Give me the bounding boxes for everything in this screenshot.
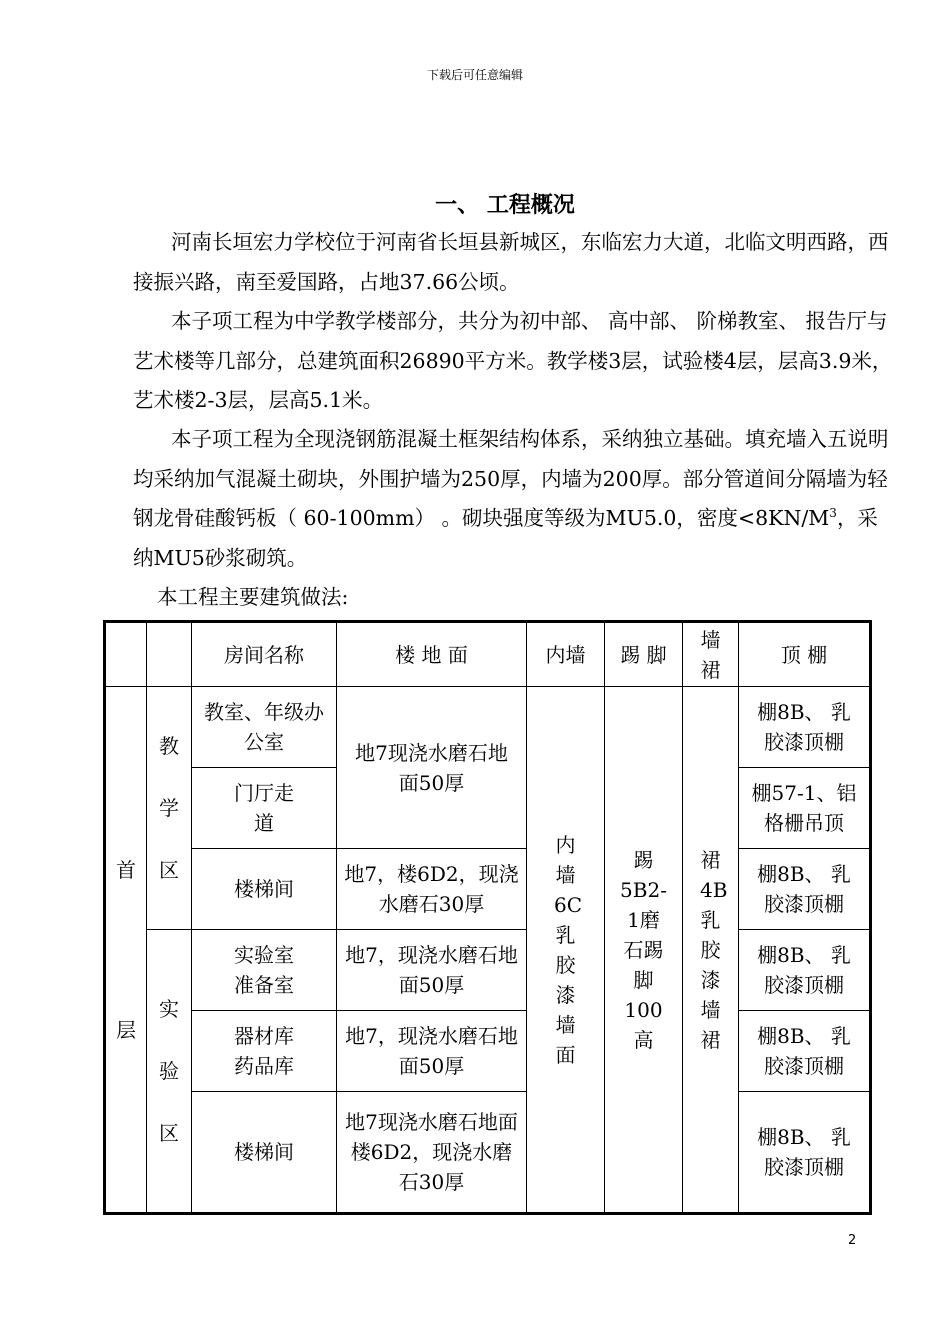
header-skirting: 踢 脚	[605, 622, 683, 687]
paragraph-location: 河南长垣宏力学校位于河南省长垣县新城区，东临宏力大道，北临文明西路，西接振兴路，南至爱国路，占地37.66公顷。	[133, 230, 889, 294]
section-title: 一、 工程概况	[435, 193, 575, 218]
header-inner-wall: 内墙	[527, 622, 605, 687]
room-cell: 实验室准备室	[192, 930, 337, 1011]
ceiling-cell: 棚8B、 乳胶漆顶棚	[739, 930, 871, 1011]
dado-cell: 裙4B乳胶漆墙裙	[683, 687, 739, 1214]
room-cell: 门厅走道	[192, 768, 337, 849]
paragraph-structure-text: 本子项工程为全现浇钢筋混凝土框架结构体系，采纳独立基础。填充墙入五说明均采纳加气混凝土砌块，外围护墙为250厚，内墙为200厚。部分管道间分隔墙为轻钢龙骨硅酸钙板（ 60-100mm） 。砌块强度等级为MU5.0，密度<8KN/M	[133, 427, 889, 530]
table-header-row	[105, 622, 871, 687]
room-cell: 器材库药品库	[192, 1011, 337, 1092]
inner-wall-cell: 内墙6C乳胶漆墙面	[527, 687, 605, 1214]
table-row	[105, 1011, 871, 1092]
floor-cell: 地7，现浇水磨石地面50厚	[337, 1011, 527, 1092]
zone-lab-cell: 实验区	[147, 930, 192, 1214]
floor-cell: 地7，现浇水磨石地面50厚	[337, 930, 527, 1011]
ceiling-cell: 棚8B、 乳胶漆顶棚	[739, 1092, 871, 1214]
room-cell: 教室、年级办公室	[192, 687, 337, 768]
floor-cell: 地7，楼6D2，现浇水磨石30厚	[337, 849, 527, 930]
header-blank-1	[105, 622, 147, 687]
zone-teaching-cell: 教学区	[147, 687, 192, 930]
paragraph-structure	[133, 420, 893, 578]
level-cell: 首层	[105, 687, 147, 1214]
ceiling-cell: 棚8B、 乳胶漆顶棚	[739, 687, 871, 768]
page-header: 下载后可任意编辑	[426, 68, 523, 82]
ceiling-cell: 棚8B、 乳胶漆顶棚	[739, 1011, 871, 1092]
ceiling-cell: 棚8B、 乳胶漆顶棚	[739, 849, 871, 930]
construction-methods-table	[103, 620, 872, 1215]
paragraph-structure-tail: ，采纳MU5砂浆砌筑。	[133, 506, 878, 570]
header-blank-2	[147, 622, 192, 687]
paragraph-methods-intro: 本工程主要建筑做法:	[157, 585, 349, 609]
header-floor: 楼 地 面	[337, 622, 527, 687]
paragraph-scope: 本子项工程为中学教学楼部分，共分为初中部、 高中部、 阶梯教室、 报告厅与艺术楼等几部分，总建筑面积26890平方米。教学楼3层，试验楼4层，层高3.9米，艺术楼2-3层，层高5.1米。	[133, 309, 893, 412]
table-row	[105, 1092, 871, 1214]
room-cell: 楼梯间	[192, 1092, 337, 1214]
header-dado: 墙裙	[683, 622, 739, 687]
table-row	[105, 849, 871, 930]
table-row	[105, 687, 871, 768]
header-room: 房间名称	[192, 622, 337, 687]
table-row	[105, 930, 871, 1011]
page-number: 2	[848, 1233, 857, 1248]
room-cell: 楼梯间	[192, 849, 337, 930]
floor-cell: 地7现浇水磨石地面楼6D2，现浇水磨石30厚	[337, 1092, 527, 1214]
floor-merged-cell: 地7现浇水磨石地面50厚	[337, 687, 527, 849]
skirting-cell: 踢5B2-1磨石踢脚100高	[605, 687, 683, 1214]
header-ceiling: 顶 棚	[739, 622, 871, 687]
ceiling-cell: 棚57-1、铝格栅吊顶	[739, 768, 871, 849]
superscript: 3	[829, 506, 837, 521]
